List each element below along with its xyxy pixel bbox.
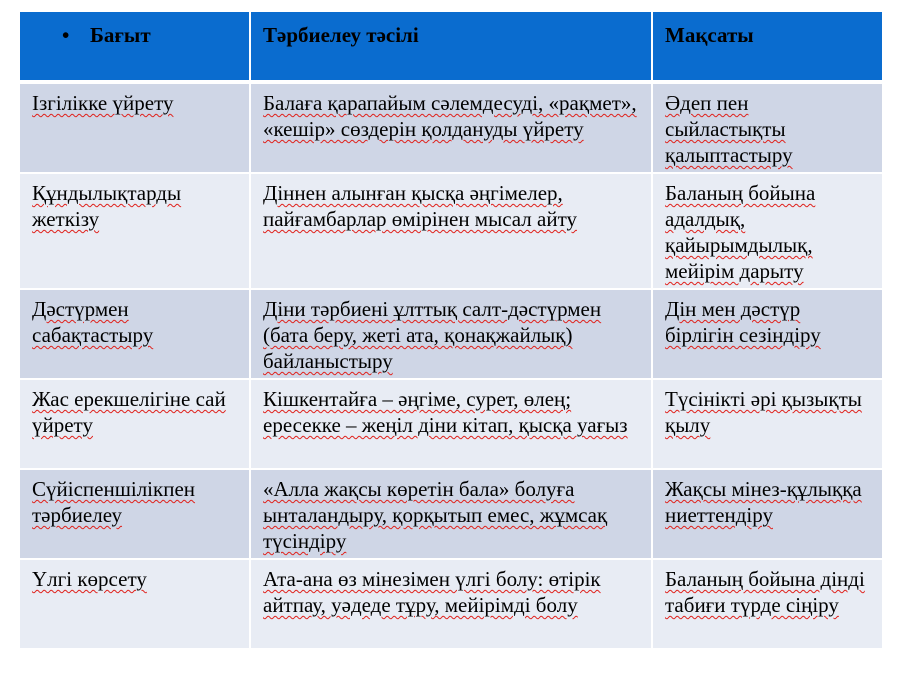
cell-text: Әдеп пен сыйластықты қалыптастыру [665,91,793,167]
cell-method [251,470,653,560]
cell-method [251,174,653,290]
table-row [20,290,882,380]
cell-text: Сүйіспеншілікпен тәрбиелеу [32,477,196,527]
cell-direction [20,470,251,560]
table-row [20,470,882,560]
cell-goal [653,560,882,650]
header-goal-label: Мақсаты [665,23,754,47]
cell-text: Баланың бойына дінді табиғи түрде сіңіру [665,567,865,617]
cell-method [251,380,653,470]
cell-text: Құндылықтарды жеткізу [32,181,182,231]
table-row [20,174,882,290]
cell-text: Кішкентайға – әңгіме, сурет, өлең; ересекке – жеңіл діни кітап, қысқа уағыз [263,387,628,437]
cell-goal [653,470,882,560]
cell-direction [20,174,251,290]
cell-text: Түсінікті әрі қызықты қылу [665,387,862,437]
cell-direction [20,380,251,470]
cell-direction [20,290,251,380]
cell-goal [653,174,882,290]
cell-method [251,84,653,174]
table-row [20,380,882,470]
cell-direction [20,560,251,650]
cell-text: Діни тәрбиені ұлттық салт-дәстүрмен (бата беру, жеті ата, қонақжайлық) байланыстыру [263,297,602,373]
cell-text: Жақсы мінез-құлыққа ниеттендіру [665,477,862,527]
bullet-icon: • [62,23,70,47]
table-row [20,560,882,650]
cell-method [251,290,653,380]
cell-text: Жас ерекшелігіне сай үйрету [32,387,226,437]
header-method [251,12,653,84]
cell-goal [653,84,882,174]
header-direction [20,12,251,84]
header-method-label: Тәрбиелеу тәсілі [263,23,419,47]
cell-text: Ізгілікке үйрету [32,91,174,115]
cell-goal [653,380,882,470]
cell-text: «Алла жақсы көретін бала» болуға ынталандыру, қорқытып емес, жұмсақ түсіндіру [263,477,608,553]
header-goal [653,12,882,84]
cell-text: Баланың бойына адалдық, қайырымдылық, мейірім дарыту [665,181,816,283]
cell-text: Үлгі көрсету [32,567,147,591]
header-row [20,12,882,84]
cell-text: Діннен алынған қысқа әңгімелер, пайғамбарлар өмірінен мысал айту [263,181,577,231]
cell-text: Балаға қарапайым сәлемдесуді, «рақмет», «кешір» сөздерін қолдануды үйрету [263,91,637,141]
cell-text: Дін мен дәстүр бірлігін сезіндіру [665,297,821,347]
cell-text: Дәстүрмен сабақтастыру [32,297,154,347]
cell-direction [20,84,251,174]
cell-method [251,560,653,650]
cell-goal [653,290,882,380]
table-row [20,84,882,174]
religious-upbringing-table [20,12,882,650]
cell-text: Ата-ана өз мінезімен үлгі болу: өтірік айтпау, уәдеде тұру, мейірімді болу [263,567,601,617]
header-direction-label: Бағыт [90,23,151,47]
